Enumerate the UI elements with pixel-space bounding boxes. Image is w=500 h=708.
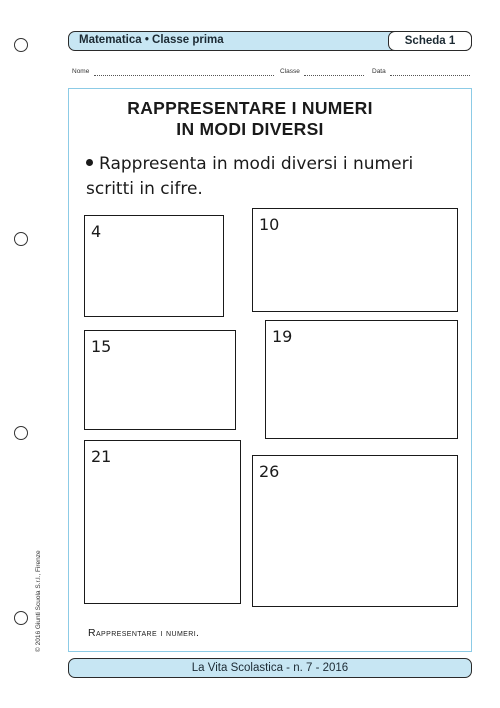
magazine-footer: La Vita Scolastica - n. 7 - 2016 <box>68 658 472 678</box>
number-label: 21 <box>91 447 112 466</box>
footer-caption: Rappresentare i numeri. <box>88 627 200 639</box>
worksheet-title-line-2: IN MODI DIVERSI <box>176 119 324 139</box>
number-box-26[interactable] <box>252 455 458 607</box>
instruction-line-1: Rappresenta in modi diversi i numeri <box>99 154 414 174</box>
header-bar <box>68 31 472 51</box>
binder-hole-3 <box>14 426 28 440</box>
number-box-4[interactable] <box>84 215 224 317</box>
instruction-line-2: scritti in cifre. <box>86 179 203 199</box>
bullet-icon <box>86 159 93 166</box>
date-label: Data <box>372 68 386 75</box>
number-label: 10 <box>259 215 280 234</box>
number-label: 4 <box>91 222 102 241</box>
binder-hole-1 <box>14 38 28 52</box>
binder-hole-4 <box>14 611 28 625</box>
number-box-19[interactable] <box>265 320 458 439</box>
student-info-row <box>68 68 472 80</box>
number-label: 19 <box>272 327 293 346</box>
number-box-15[interactable] <box>84 330 236 430</box>
class-field[interactable] <box>304 75 364 76</box>
number-label: 26 <box>259 462 280 481</box>
number-box-10[interactable] <box>252 208 458 312</box>
copyright-notice: © 2016 Giunti Scuola S.r.l., Firenze <box>35 550 42 652</box>
class-label: Classe <box>280 68 300 75</box>
name-label: Nome <box>72 68 90 75</box>
worksheet-title-line-1: RAPPRESENTARE I NUMERI <box>127 98 373 118</box>
name-field[interactable] <box>94 75 274 76</box>
number-box-21[interactable] <box>84 440 241 604</box>
subject-label: Matematica • Classe prima <box>79 34 224 46</box>
date-field[interactable] <box>390 75 470 76</box>
instruction <box>86 152 446 202</box>
binder-hole-2 <box>14 232 28 246</box>
number-label: 15 <box>91 337 112 356</box>
sheet-label: Scheda 1 <box>388 31 472 51</box>
